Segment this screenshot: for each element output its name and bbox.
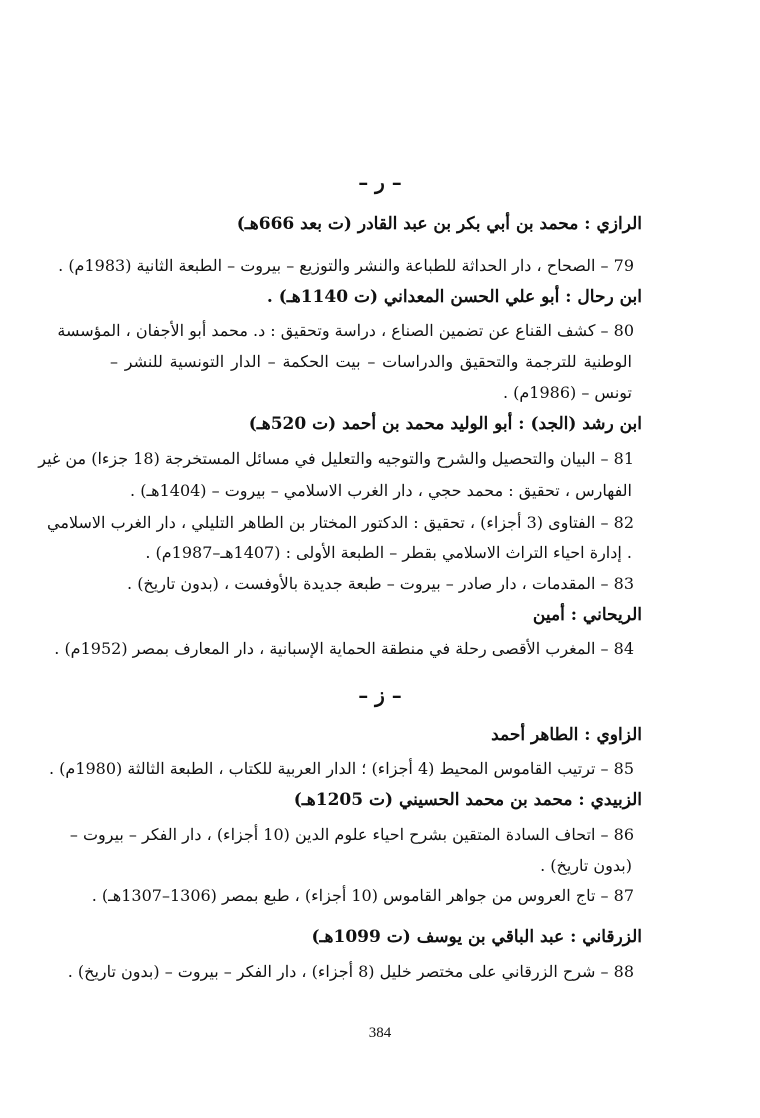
bibliography-entry: 83 – المقدمات ، دار صادر – بيروت – طبعة جديدة بالأوفست ، (بدون تاريخ) . <box>127 574 634 593</box>
bibliography-entry-continuation: تونس – (1986م) . <box>502 383 632 402</box>
author-heading: ابن رحال : أبو علي الحسن المعداني (ت 1140هـ) . <box>266 287 642 307</box>
bibliography-entry: 87 – تاج العروس من جواهر القاموس (10 أجزاء) ، طبع بمصر (1306–1307هـ) . <box>91 886 634 905</box>
bibliography-entry: 88 – شرح الزرقاني على مختصر خليل (8 أجزاء) ، دار الفكر – بيروت – (بدون تاريخ) . <box>67 962 634 981</box>
page-number: 384 <box>368 1025 392 1041</box>
section-letter-z: – ز – <box>358 683 402 707</box>
author-heading: الريحاني : أمين <box>532 605 642 625</box>
author-heading: الزبيدي : محمد بن محمد الحسيني (ت 1205هـ) <box>293 790 642 810</box>
author-heading: الزرقاني : عبد الباقي بن يوسف (ت 1099هـ) <box>311 927 642 947</box>
bibliography-entry: 85 – ترتيب القاموس المحيط (4 أجزاء) ؛ الدار العربية للكتاب ، الطبعة الثالثة (1980م) . <box>48 759 634 778</box>
bibliography-entry: 86 – اتحاف السادة المتقين بشرح احياء علوم الدين (10 أجزاء) ، دار الفكر – بيروت – <box>69 825 634 844</box>
author-heading: الرازي : محمد بن أبي بكر بن عبد القادر (ت بعد 666هـ) <box>236 214 642 234</box>
bibliography-entry-continuation: (بدون تاريخ) . <box>540 856 632 875</box>
bibliography-entry-continuation: الوطنية للترجمة والتحقيق والدراسات – بيت الحكمة – الدار التونسية للنشر – <box>110 352 632 371</box>
author-heading: ابن رشد (الجد) : أبو الوليد محمد بن أحمد (ت 520هـ) <box>248 414 642 434</box>
bibliography-entry: 79 – الصحاح ، دار الحداثة للطباعة والنشر والتوزيع – بيروت – الطبعة الثانية (1983م) . <box>58 256 634 275</box>
bibliography-entry: 81 – البيان والتحصيل والشرح والتوجيه والتعليل في مسائل المستخرجة (18 جزءا) من غير <box>38 449 634 468</box>
bibliography-entry-continuation: الفهارس ، تحقيق : محمد حجي ، دار الغرب الاسلامي – بيروت – (1404هـ) . <box>130 481 632 500</box>
author-heading: الزاوي : الطاهر أحمد <box>491 725 642 745</box>
bibliography-entry: 80 – كشف القناع عن تضمين الصناع ، دراسة وتحقيق : د. محمد أبو الأجفان ، المؤسسة <box>57 321 634 340</box>
bibliography-entry-continuation: . إدارة احياء التراث الاسلامي بقطر – الطبعة الأولى : (1407هـ–1987م) . <box>145 543 632 562</box>
bibliography-entry: 84 – المغرب الأقصى رحلة في منطقة الحماية الإسبانية ، دار المعارف بمصر (1952م) . <box>54 639 634 658</box>
bibliography-entry: 82 – الفتاوى (3 أجزاء) ، تحقيق : الدكتور المختار بن الطاهر التليلي ، دار الغرب الاسلامي <box>47 513 634 532</box>
section-letter-r: – ر – <box>358 170 402 194</box>
